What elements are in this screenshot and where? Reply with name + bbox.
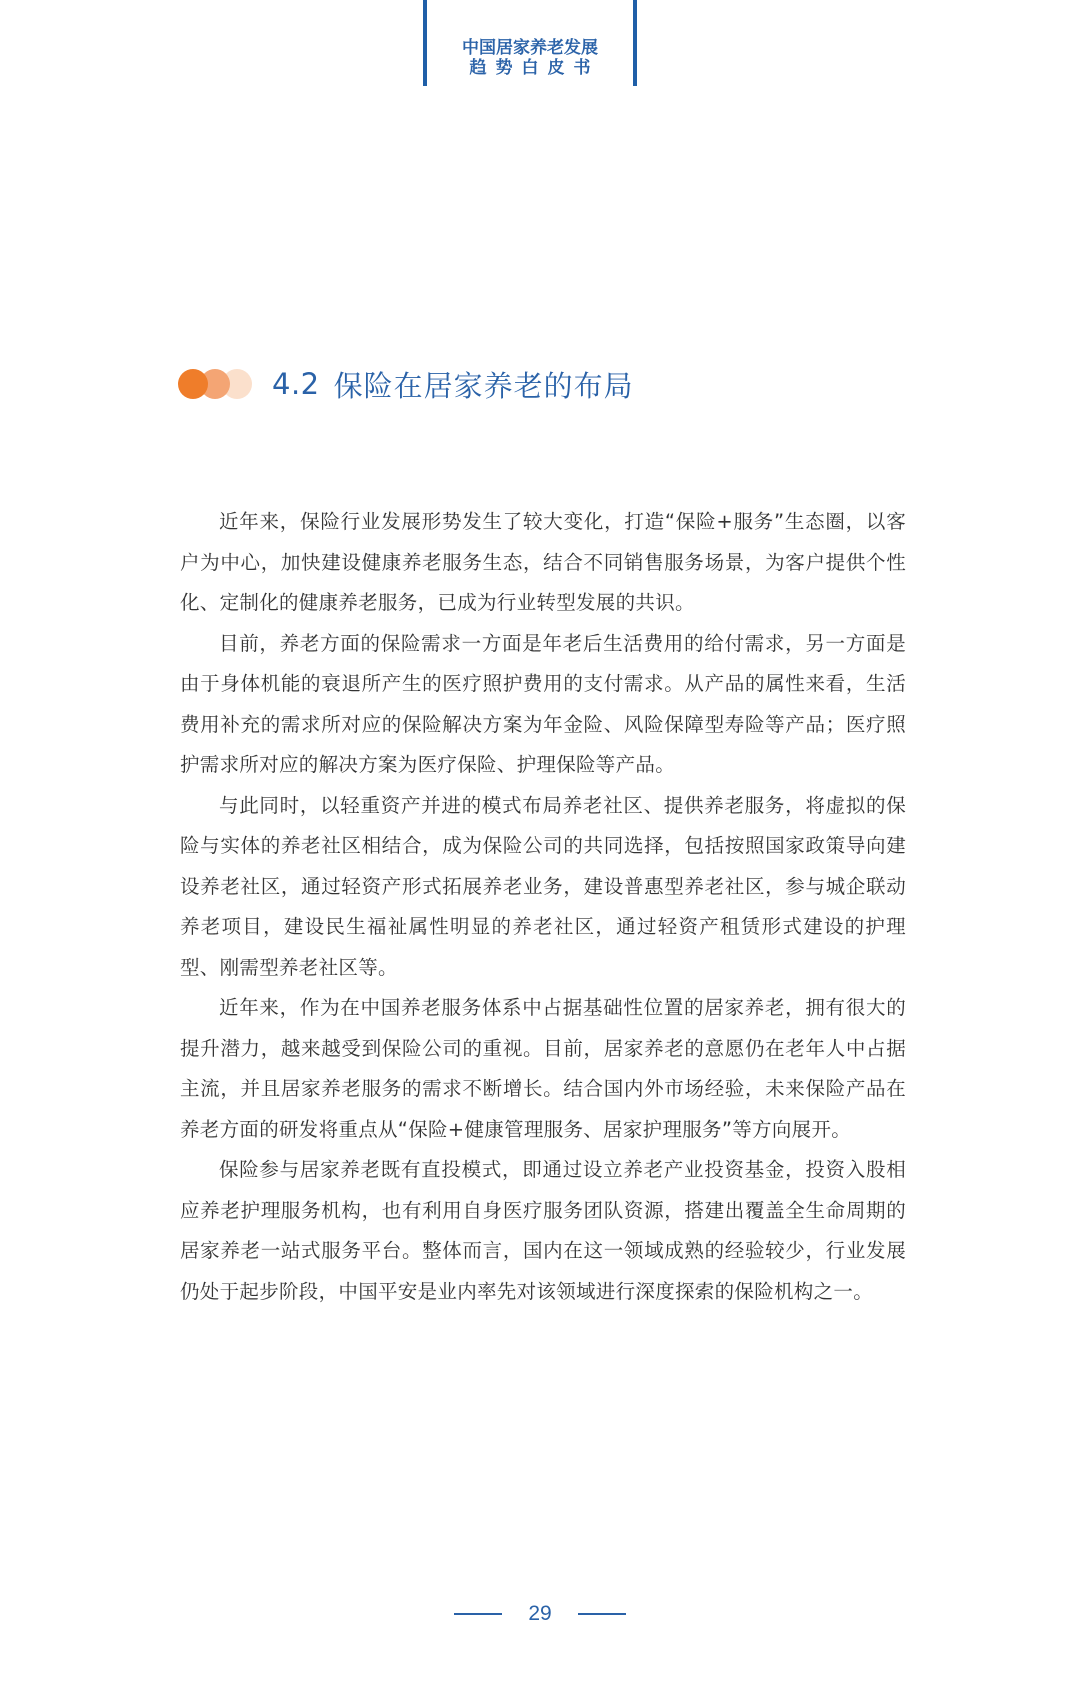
- paragraph-2: 目前，养老方面的保险需求一方面是年老后生活费用的给付需求，另一方面是由于身体机能的衰退所产生的医疗照护费用的支付需求。从产品的属性来看，生活费用补充的需求所对应的保险解决方案为年金险、风险保障型寿险等产品；医疗照护需求所对应的解决方案为医疗保险、护理保险等产品。: [180, 631, 906, 776]
- body-content: [180, 502, 906, 1312]
- section-title: 保险在居家养老的布局: [333, 368, 634, 403]
- page-footer: [0, 1594, 1080, 1634]
- paragraph-1: 近年来，保险行业发展形势发生了较大变化，打造“保险+服务”生态圈，以客户为中心，加快建设健康养老服务生态，结合不同销售服务场景，为客户提供个性化、定制化的健康养老服务，已成为行业转型发展的共识。: [180, 510, 906, 614]
- footer-rule-right: [578, 1613, 626, 1615]
- book-header: [423, 0, 637, 88]
- header-right-bar: [633, 0, 637, 86]
- header-title-line1: 中国居家养老发展: [462, 38, 598, 58]
- paragraph-5: 保险参与居家养老既有直投模式，即通过设立养老产业投资基金，投资入股相应养老护理服务机构，也有利用自身医疗服务团队资源，搭建出覆盖全生命周期的居家养老一站式服务平台。整体而言，国内在这一领域成熟的经验较少，行业发展仍处于起步阶段，中国平安是业内率先对该领域进行深度探索的保险机构之一。: [180, 1158, 906, 1303]
- section-number: 4.2: [272, 367, 320, 401]
- paragraph-3: 与此同时，以轻重资产并进的模式布局养老社区、提供养老服务，将虚拟的保险与实体的养老社区相结合，成为保险公司的共同选择，包括按照国家政策导向建设养老社区，通过轻资产形式拓展养老业务，建设普惠型养老社区，参与城企联动养老项目，建设民生福祉属性明显的养老社区，通过轻资产租赁形式建设的护理型、刚需型养老社区等。: [180, 793, 906, 979]
- header-title-line2: 趋势白皮书: [469, 58, 600, 78]
- section-heading: [178, 362, 634, 406]
- footer-rule-left: [454, 1613, 502, 1615]
- page-number: 29: [528, 1602, 552, 1625]
- dot-dark: [178, 369, 208, 399]
- orange-dots-icon: [178, 367, 260, 401]
- paragraph-4: 近年来，作为在中国养老服务体系中占据基础性位置的居家养老，拥有很大的提升潜力，越来越受到保险公司的重视。目前，居家养老的意愿仍在老年人中占据主流，并且居家养老服务的需求不断增长。结合国内外市场经验，未来保险产品在养老方面的研发将重点从“保险+健康管理服务、居家护理服务”等方向展开。: [180, 996, 906, 1141]
